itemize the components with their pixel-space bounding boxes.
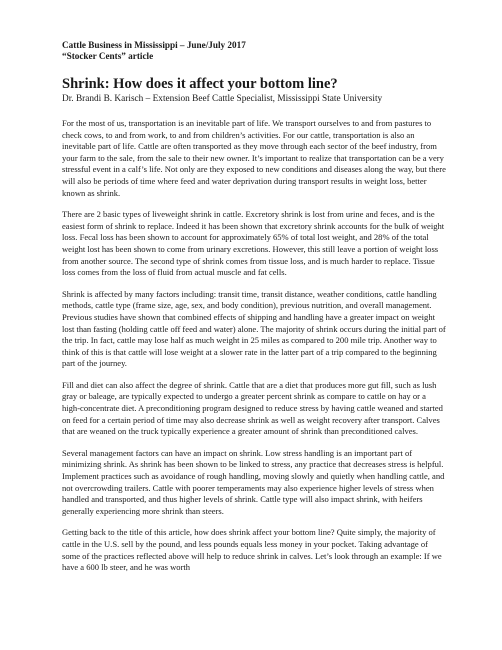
article-title: Shrink: How does it affect your bottom line? (62, 76, 338, 92)
paragraph-2: There are 2 basic types of liveweight shrink in cattle. Excretory shrink is lost from urine and feces, and is the easiest form of shrink to replace. Indeed it has been shown that excretory shrink accounts for the bulk of weight loss. Fecal loss has been shown to account for approximately 65% of total lost weight, and 28% of the total weight lost has been shown to come from urinary excretions. However, this still leave a portion of weight loss from another source. The second type of shrink comes from tissue loss, and is much harder to replace. Tissue loss comes from the loss of fluid from actual muscle and fat cells. (62, 209, 445, 278)
paragraph-6: Getting back to the title of this article, how does shrink affect your bottom line? Quite simply, the majority of cattle in the U.S. sell by the pound, and less pounds equals less money in your pocket. Taking advantage of some of the practices reflected above will help to reduce shrink in calves. Let’s look through an example: If we have a 600 lb steer, and he was worth (62, 527, 442, 573)
article-content (62, 40, 446, 584)
article-body (62, 118, 446, 574)
publication-header: Cattle Business in Mississippi – June/July 2017 (62, 40, 246, 50)
paragraph-4: Fill and diet can also affect the degree of shrink. Cattle that are a diet that produces more gut fill, such as lush gray or baleage, are typically expected to undergo a greater percent shrink as compare to cattle on hay or a high-concentrate diet. A preconditioning program designed to reduce stress by having cattle weaned and started on feed for a certain period of time may also decrease shrink as well as weight recovery after transport. Calves that are weaned on the truck typically experience a greater amount of shrink than preconditioned calves. (62, 379, 443, 437)
author-byline: Dr. Brandi B. Karisch – Extension Beef Cattle Specialist, Mississippi State University (62, 94, 383, 104)
paragraph-5: Several management factors can have an impact on shrink. Low stress handling is an important part of minimizing shrink. As shrink has been shown to be linked to stress, any practice that decreases stress is helpful. Implement practices such as avoidance of rough handling, moving slowly and quietly when handling cattle, and not overcrowding trailers. Cattle with poorer temperaments may also experience higher levels of stress when handled and transported, and thus higher levels of shrink. Cattle type will also impact shrink, with heifers generally experiencing more shrink than steers. (62, 447, 445, 516)
column-name: “Stocker Cents” article (62, 51, 154, 61)
paragraph-1: For the most of us, transportation is an inevitable part of life. We transport ourselves to and from pastures to check cows, to and from work, to and from children’s activities. For our cattle, transportation is also an inevitable part of life. Cattle are often transported as they move through each sector of the beef industry, from your farm to the sale, from the sale to their new owner. It’s important to realize that transportation can be a very stressful event in a calf’s life. Not only are they exposed to new conditions and diseases along the way, but there will also be periods of time where feed and water deprivation during transport results in weight loss, better known as shrink. (62, 118, 446, 198)
paragraph-3: Shrink is affected by many factors including: transit time, transit distance, weather conditions, cattle handling methods, cattle type (frame size, age, sex, and body condition), previous nutrition, and overall management. Previous studies have shown that combined effects of shipping and handling have a greater impact on weight lost than fasting (holding cattle off feed and water) alone. The majority of shrink occurs during the initial part of the trip. In fact, cattle may lose half as much weight in 25 miles as compared to 200 mile trip. Another way to think of this is that cattle will lose weight at a slower rate in the latter part of a trip compared to the beginning part of the journey. (62, 288, 446, 369)
